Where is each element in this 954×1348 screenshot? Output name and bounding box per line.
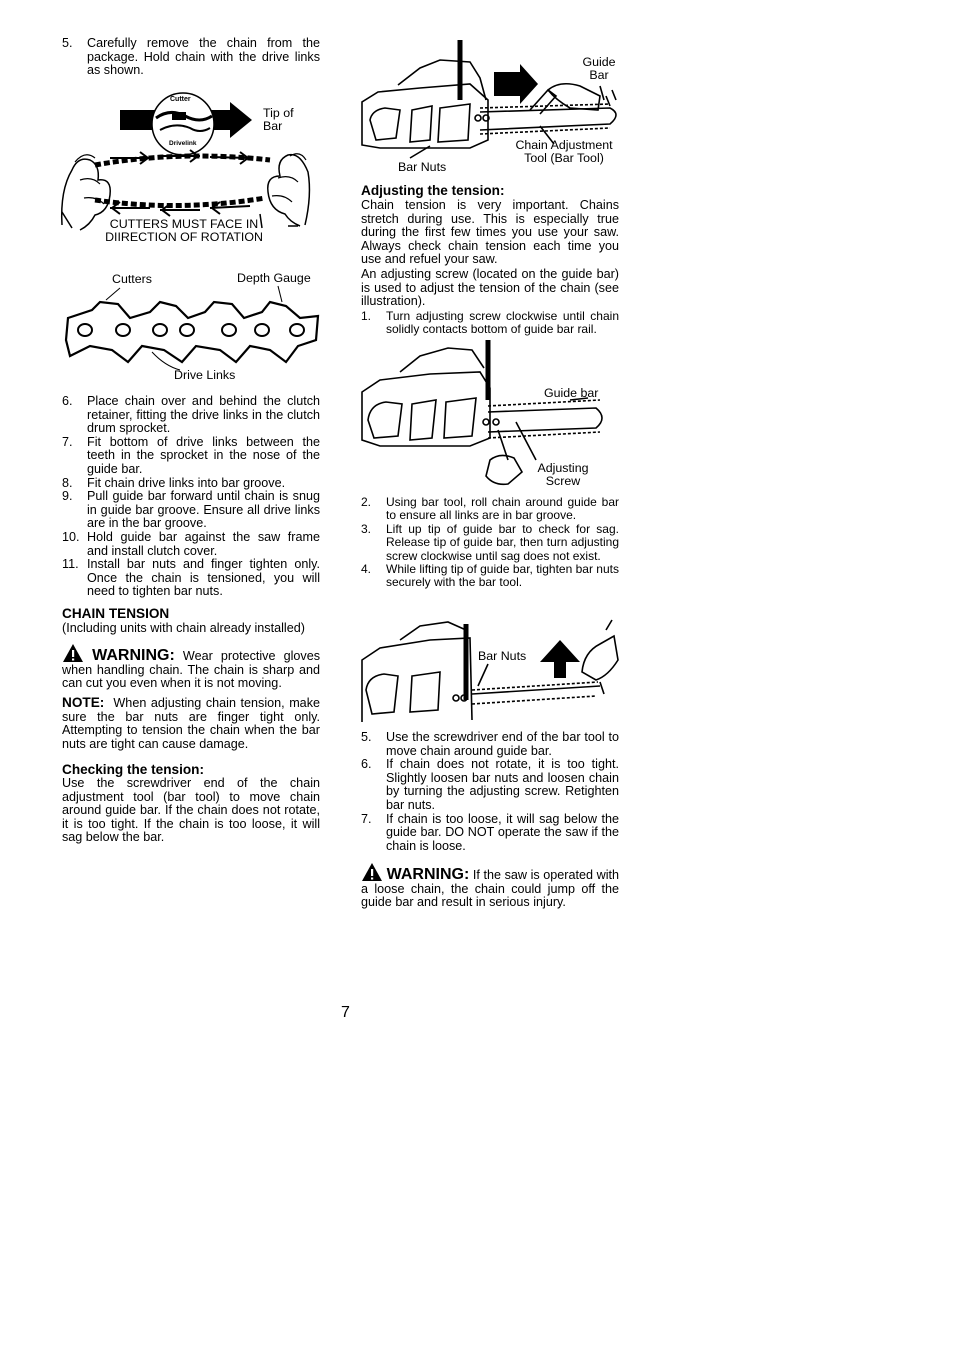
page-number: 7 xyxy=(341,1004,350,1021)
warning-icon xyxy=(361,862,383,882)
drivelink-label: Drivelink xyxy=(169,140,197,147)
note-heading: NOTE: xyxy=(62,695,105,710)
list-item: 5. Use the screwdriver end of the bar tool to move chain around guide bar. xyxy=(361,730,619,758)
bar-nuts-label-2: Bar Nuts xyxy=(478,649,527,663)
note-text: When adjusting chain tension, make sure the bar nuts are finger tight only. Attempting to tension the chain when the bar nuts are tight can cause damage. xyxy=(62,696,320,751)
chain-adjustment-tool-label: Chain Adjustment Tool (Bar Tool) xyxy=(515,138,613,165)
list-item: 6. If chain does not rotate, it is too tight. Slightly loosen bar nuts and loosen chain by turning the adjusting screw. Retighten bar nuts. xyxy=(361,757,619,812)
drive-links-label: Drive Links xyxy=(174,368,236,382)
bar-nuts-label: Bar Nuts xyxy=(398,160,447,174)
list-item: 2. Using bar tool, roll chain around guide bar to ensure all links are in bar groove. xyxy=(361,495,619,523)
checking-text: Use the screwdriver end of the chain adjustment tool (bar tool) to move chain around guide bar. If the chain does not rotate, it is too tight. If the chain is too loose, it will sag below the bar. xyxy=(62,776,320,845)
tip-of-bar-label: Tip of Bar xyxy=(263,106,294,133)
list-item: 4. While lifting tip of guide bar, tighten bar nuts securely with the bar tool. xyxy=(361,562,619,590)
list-item: 10. Hold guide bar against the saw frame and install clutch cover. xyxy=(62,529,320,558)
list-item: 8. Fit chain drive links into bar groove. xyxy=(62,475,286,490)
adjusting-paragraph-2: An adjusting screw (located on the guide bar) is used to adjust the tension of the chain (see illustration). xyxy=(361,267,619,309)
cutter-label: Cutter xyxy=(170,96,191,103)
list-item: 11. Install bar nuts and finger tighten only. Once the chain is tensioned, you will need to tighten bar nuts. xyxy=(62,557,320,599)
list-item: 6. Place chain over and behind the clutch retainer, fitting the drive links in the clutch drum sprocket. xyxy=(62,394,320,436)
guide-bar-label: Guide Bar xyxy=(582,55,616,82)
warning-heading: WARNING: xyxy=(386,866,470,883)
depth-gauge-label: Depth Gauge xyxy=(237,271,311,285)
steps-5-7 xyxy=(361,731,619,853)
list-item: 3. Lift up tip of guide bar to check for sag. Release tip of guide bar, then turn adjusting screw clockwise until sag does not exist. xyxy=(361,521,619,563)
adjusting-heading: Adjusting the tension: xyxy=(361,183,505,198)
step-5: 5. Carefully remove the chain from the package. Hold chain with the drive links as shown. xyxy=(62,36,320,78)
step-1: 1. Turn adjusting screw clockwise until chain solidly contacts bottom of guide bar rail. xyxy=(361,309,619,337)
guide-bar-label-2: Guide bar xyxy=(544,386,599,400)
checking-heading: Checking the tension: xyxy=(62,762,204,777)
warning-block-2 xyxy=(361,862,619,910)
list-item: 9. Pull guide bar forward until chain is snug in guide bar groove. Ensure all drive links are in the bar groove. xyxy=(62,489,320,531)
cutters-face-label: CUTTERS MUST FACE IN DIIRECTION OF ROTATION xyxy=(105,217,263,244)
warning-heading: WARNING: xyxy=(92,647,175,664)
cutters-label: Cutters xyxy=(112,272,152,286)
warning-text: If the saw is operated with a loose chain, the chain could jump off the guide bar and result in serious injury. xyxy=(361,868,620,910)
warning-text: Wear protective gloves when handling chain. The chain is sharp and can cut you even when it is not moving. xyxy=(62,649,321,691)
list-item: 7. If chain is too loose, it will sag below the guide bar. DO NOT operate the saw if the chain is loose. xyxy=(361,811,619,853)
chain-tension-subtitle: (Including units with chain already installed) xyxy=(62,621,305,635)
chain-tension-heading: CHAIN TENSION xyxy=(62,606,170,621)
list-item: 7. Fit bottom of drive links between the teeth in the sprocket in the nose of the guide bar. xyxy=(62,434,320,476)
adjusting-screw-label: Adjusting Screw xyxy=(537,461,589,488)
adjusting-paragraph-1: Chain tension is very important. Chains stretch during use. This is especially true during the first few times you use your saw. Always check chain tension each time you use and refuel your saw. xyxy=(361,198,619,267)
